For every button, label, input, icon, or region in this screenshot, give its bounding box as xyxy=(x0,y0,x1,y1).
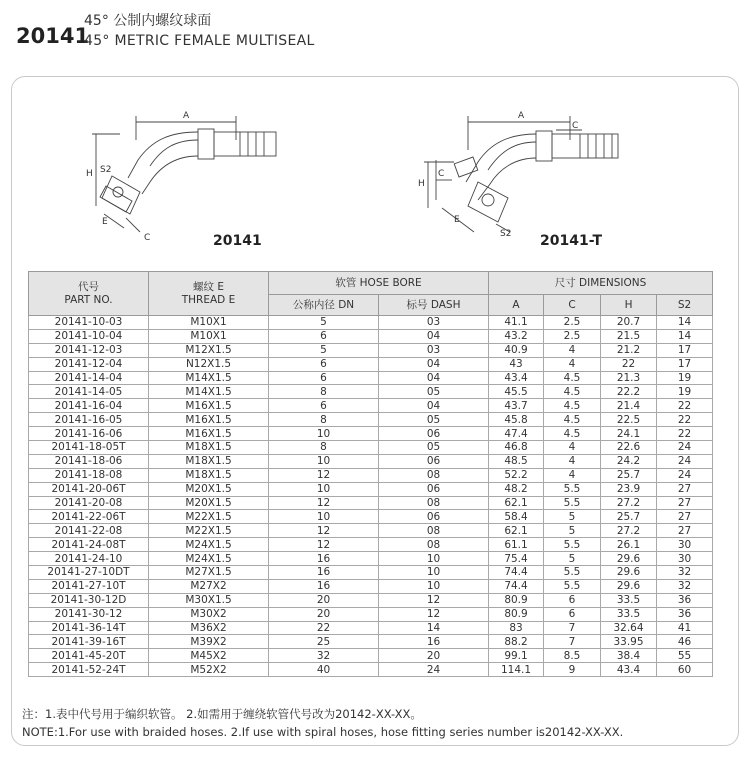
cell-thread: M30X1.5 xyxy=(149,593,269,607)
cell-c: 2.5 xyxy=(544,316,601,330)
cell-dash: 08 xyxy=(379,524,489,538)
cell-dash: 10 xyxy=(379,579,489,593)
table-row xyxy=(29,468,713,482)
fitting-drawings xyxy=(0,0,750,270)
cell-h: 20.7 xyxy=(601,316,657,330)
cell-a: 62.1 xyxy=(489,496,544,510)
cell-dn: 16 xyxy=(269,579,379,593)
table-row xyxy=(29,524,713,538)
cell-dash: 06 xyxy=(379,510,489,524)
cell-a: 80.9 xyxy=(489,593,544,607)
dim-a-right: A xyxy=(518,111,525,121)
cell-s2: 17 xyxy=(657,357,713,371)
cell-h: 33.5 xyxy=(601,607,657,621)
cell-thread: M45X2 xyxy=(149,649,269,663)
table-row xyxy=(29,357,713,371)
cell-dn: 32 xyxy=(269,649,379,663)
dim-e-left: E xyxy=(102,217,108,227)
cell-a: 52.2 xyxy=(489,468,544,482)
cell-s2: 36 xyxy=(657,593,713,607)
cell-dn: 6 xyxy=(269,357,379,371)
cell-dash: 08 xyxy=(379,496,489,510)
cell-dn: 6 xyxy=(269,371,379,385)
cell-dn: 22 xyxy=(269,621,379,635)
cell-part-no: 20141-24-08T xyxy=(29,538,149,552)
cell-part-no: 20141-18-05T xyxy=(29,441,149,455)
cell-dn: 6 xyxy=(269,329,379,343)
cell-thread: M14X1.5 xyxy=(149,371,269,385)
dim-s2-right: S2 xyxy=(500,229,512,239)
col-thread xyxy=(149,272,269,316)
table-row xyxy=(29,343,713,357)
note-cn: 注：1.表中代号用于编织软管。 2.如需用于缠绕软管代号改为20142-XX-XX。 xyxy=(22,707,422,721)
cell-thread: M12X1.5 xyxy=(149,343,269,357)
cell-a: 48.5 xyxy=(489,454,544,468)
cell-a: 48.2 xyxy=(489,482,544,496)
cell-c: 5 xyxy=(544,510,601,524)
table-row xyxy=(29,441,713,455)
cell-dn: 6 xyxy=(269,399,379,413)
cell-part-no: 20141-16-05 xyxy=(29,413,149,427)
cell-dash: 08 xyxy=(379,538,489,552)
cell-part-no: 20141-10-04 xyxy=(29,329,149,343)
cell-a: 88.2 xyxy=(489,635,544,649)
cell-a: 75.4 xyxy=(489,552,544,566)
col-dimensions: 尺寸 DIMENSIONS xyxy=(489,272,713,295)
cell-s2: 19 xyxy=(657,371,713,385)
cell-part-no: 20141-18-08 xyxy=(29,468,149,482)
cell-h: 38.4 xyxy=(601,649,657,663)
cell-h: 32.64 xyxy=(601,621,657,635)
col-h: H xyxy=(601,295,657,316)
cell-dn: 10 xyxy=(269,482,379,496)
col-hose-bore: 软管 HOSE BORE xyxy=(269,272,489,295)
cell-dash: 06 xyxy=(379,427,489,441)
cell-s2: 60 xyxy=(657,663,713,677)
cell-dash: 04 xyxy=(379,357,489,371)
cell-h: 29.6 xyxy=(601,579,657,593)
cell-s2: 27 xyxy=(657,482,713,496)
cell-part-no: 20141-16-04 xyxy=(29,399,149,413)
drawing-label-20141: 20141 xyxy=(213,233,262,249)
cell-c: 4.5 xyxy=(544,385,601,399)
cell-a: 62.1 xyxy=(489,524,544,538)
table-row xyxy=(29,566,713,580)
cell-dn: 10 xyxy=(269,454,379,468)
cell-thread: M22X1.5 xyxy=(149,510,269,524)
cell-dash: 04 xyxy=(379,371,489,385)
dim-s2-left: S2 xyxy=(100,165,112,175)
cell-part-no: 20141-20-06T xyxy=(29,482,149,496)
cell-part-no: 20141-16-06 xyxy=(29,427,149,441)
product-title-en: 45° METRIC FEMALE MULTISEAL xyxy=(84,33,315,49)
cell-a: 58.4 xyxy=(489,510,544,524)
cell-part-no: 20141-45-20T xyxy=(29,649,149,663)
table-row xyxy=(29,663,713,677)
cell-h: 27.2 xyxy=(601,496,657,510)
cell-part-no: 20141-12-04 xyxy=(29,357,149,371)
col-thread-cn: 螺纹 E xyxy=(193,280,224,293)
cell-c: 5.5 xyxy=(544,566,601,580)
cell-a: 43 xyxy=(489,357,544,371)
cell-a: 61.1 xyxy=(489,538,544,552)
cell-a: 114.1 xyxy=(489,663,544,677)
cell-c: 4.5 xyxy=(544,427,601,441)
cell-dn: 40 xyxy=(269,663,379,677)
cell-c: 4 xyxy=(544,343,601,357)
cell-h: 26.1 xyxy=(601,538,657,552)
cell-c: 6 xyxy=(544,593,601,607)
cell-thread: M20X1.5 xyxy=(149,496,269,510)
cell-thread: M18X1.5 xyxy=(149,468,269,482)
cell-a: 45.8 xyxy=(489,413,544,427)
cell-c: 4 xyxy=(544,468,601,482)
cell-h: 25.7 xyxy=(601,510,657,524)
cell-thread: M30X2 xyxy=(149,607,269,621)
cell-c: 2.5 xyxy=(544,329,601,343)
table-row xyxy=(29,454,713,468)
cell-thread: M27X2 xyxy=(149,579,269,593)
cell-s2: 27 xyxy=(657,524,713,538)
cell-dash: 08 xyxy=(379,468,489,482)
cell-thread: M52X2 xyxy=(149,663,269,677)
cell-dn: 25 xyxy=(269,635,379,649)
cell-s2: 46 xyxy=(657,635,713,649)
table-row xyxy=(29,607,713,621)
cell-s2: 14 xyxy=(657,329,713,343)
drawing-label-20141-T: 20141-T xyxy=(540,233,603,249)
product-title-cn: 45° 公制内螺纹球面 xyxy=(84,13,212,29)
table-row xyxy=(29,316,713,330)
table-row xyxy=(29,399,713,413)
cell-s2: 14 xyxy=(657,316,713,330)
cell-dn: 12 xyxy=(269,538,379,552)
cell-s2: 19 xyxy=(657,385,713,399)
cell-thread: M24X1.5 xyxy=(149,538,269,552)
cell-a: 74.4 xyxy=(489,579,544,593)
cell-dn: 8 xyxy=(269,385,379,399)
cell-s2: 41 xyxy=(657,621,713,635)
cell-dn: 12 xyxy=(269,496,379,510)
col-part-no xyxy=(29,272,149,316)
product-code: 20141 xyxy=(16,24,90,48)
dim-h-right: H xyxy=(418,179,425,189)
cell-dash: 20 xyxy=(379,649,489,663)
cell-a: 45.5 xyxy=(489,385,544,399)
cell-part-no: 20141-30-12D xyxy=(29,593,149,607)
cell-dn: 10 xyxy=(269,510,379,524)
cell-dn: 5 xyxy=(269,316,379,330)
cell-s2: 30 xyxy=(657,552,713,566)
table-row xyxy=(29,552,713,566)
table-row xyxy=(29,496,713,510)
cell-s2: 32 xyxy=(657,579,713,593)
cell-h: 21.3 xyxy=(601,371,657,385)
cell-h: 33.5 xyxy=(601,593,657,607)
cell-h: 21.2 xyxy=(601,343,657,357)
cell-thread: M27X1.5 xyxy=(149,566,269,580)
cell-s2: 17 xyxy=(657,343,713,357)
cell-c: 4 xyxy=(544,441,601,455)
cell-h: 21.4 xyxy=(601,399,657,413)
cell-h: 27.2 xyxy=(601,524,657,538)
cell-h: 22.5 xyxy=(601,413,657,427)
cell-h: 43.4 xyxy=(601,663,657,677)
note-en: NOTE:1.For use with braided hoses. 2.If use with spiral hoses, hose fitting series number is20142-XX-XX. xyxy=(22,725,624,739)
cell-c: 9 xyxy=(544,663,601,677)
cell-dash: 14 xyxy=(379,621,489,635)
cell-dn: 16 xyxy=(269,566,379,580)
cell-dn: 20 xyxy=(269,607,379,621)
cell-c: 5.5 xyxy=(544,579,601,593)
cell-s2: 22 xyxy=(657,413,713,427)
cell-h: 24.1 xyxy=(601,427,657,441)
cell-part-no: 20141-14-04 xyxy=(29,371,149,385)
cell-a: 43.4 xyxy=(489,371,544,385)
cell-c: 4 xyxy=(544,454,601,468)
cell-thread: M39X2 xyxy=(149,635,269,649)
cell-c: 5 xyxy=(544,552,601,566)
cell-thread: M16X1.5 xyxy=(149,427,269,441)
cell-dash: 05 xyxy=(379,441,489,455)
cell-part-no: 20141-22-06T xyxy=(29,510,149,524)
cell-thread: M10X1 xyxy=(149,316,269,330)
cell-a: 43.2 xyxy=(489,329,544,343)
cell-thread: M10X1 xyxy=(149,329,269,343)
col-a: A xyxy=(489,295,544,316)
cell-thread: M36X2 xyxy=(149,621,269,635)
cell-c: 7 xyxy=(544,621,601,635)
cell-dash: 03 xyxy=(379,343,489,357)
cell-a: 40.9 xyxy=(489,343,544,357)
table-row xyxy=(29,427,713,441)
cell-dash: 04 xyxy=(379,399,489,413)
cell-a: 80.9 xyxy=(489,607,544,621)
cell-a: 99.1 xyxy=(489,649,544,663)
cell-s2: 55 xyxy=(657,649,713,663)
cell-part-no: 20141-18-06 xyxy=(29,454,149,468)
table-row xyxy=(29,385,713,399)
cell-thread: M20X1.5 xyxy=(149,482,269,496)
cell-c: 5.5 xyxy=(544,496,601,510)
col-part-no-en: PART NO. xyxy=(64,293,113,306)
cell-dash: 06 xyxy=(379,482,489,496)
cell-h: 29.6 xyxy=(601,552,657,566)
col-dn: 公称内径 DN xyxy=(269,295,379,316)
cell-dash: 10 xyxy=(379,566,489,580)
cell-a: 46.8 xyxy=(489,441,544,455)
cell-s2: 30 xyxy=(657,538,713,552)
col-c: C xyxy=(544,295,601,316)
cell-dn: 10 xyxy=(269,427,379,441)
cell-part-no: 20141-39-16T xyxy=(29,635,149,649)
cell-part-no: 20141-27-10DT xyxy=(29,566,149,580)
cell-s2: 24 xyxy=(657,454,713,468)
cell-dash: 12 xyxy=(379,593,489,607)
cell-s2: 32 xyxy=(657,566,713,580)
table-row xyxy=(29,649,713,663)
table-row xyxy=(29,635,713,649)
cell-thread: M16X1.5 xyxy=(149,413,269,427)
cell-dn: 8 xyxy=(269,413,379,427)
table-row xyxy=(29,621,713,635)
table-row xyxy=(29,593,713,607)
cell-part-no: 20141-20-08 xyxy=(29,496,149,510)
dim-c-right-top: C xyxy=(572,121,579,131)
col-thread-en: THREAD E xyxy=(181,293,236,306)
cell-c: 5.5 xyxy=(544,482,601,496)
cell-part-no: 20141-12-03 xyxy=(29,343,149,357)
cell-s2: 22 xyxy=(657,427,713,441)
cell-dash: 12 xyxy=(379,607,489,621)
dimension-table xyxy=(28,271,713,677)
cell-h: 25.7 xyxy=(601,468,657,482)
cell-c: 4.5 xyxy=(544,399,601,413)
table-row xyxy=(29,510,713,524)
cell-h: 22.6 xyxy=(601,441,657,455)
cell-c: 5 xyxy=(544,524,601,538)
cell-part-no: 20141-27-10T xyxy=(29,579,149,593)
table-row xyxy=(29,538,713,552)
cell-part-no: 20141-22-08 xyxy=(29,524,149,538)
col-s2: S2 xyxy=(657,295,713,316)
dim-c-left: C xyxy=(144,233,151,243)
cell-s2: 27 xyxy=(657,510,713,524)
cell-thread: M14X1.5 xyxy=(149,385,269,399)
cell-dash: 06 xyxy=(379,454,489,468)
cell-c: 4.5 xyxy=(544,413,601,427)
cell-h: 22.2 xyxy=(601,385,657,399)
cell-thread: M22X1.5 xyxy=(149,524,269,538)
cell-thread: M18X1.5 xyxy=(149,441,269,455)
table-row xyxy=(29,371,713,385)
cell-h: 29.6 xyxy=(601,566,657,580)
cell-c: 5.5 xyxy=(544,538,601,552)
cell-dn: 8 xyxy=(269,441,379,455)
table-row xyxy=(29,413,713,427)
cell-part-no: 20141-24-10 xyxy=(29,552,149,566)
cell-a: 41.1 xyxy=(489,316,544,330)
cell-dn: 20 xyxy=(269,593,379,607)
cell-part-no: 20141-36-14T xyxy=(29,621,149,635)
table-row xyxy=(29,329,713,343)
drawing-20141 xyxy=(92,116,276,232)
cell-dash: 05 xyxy=(379,385,489,399)
cell-s2: 27 xyxy=(657,496,713,510)
cell-c: 6 xyxy=(544,607,601,621)
cell-s2: 24 xyxy=(657,468,713,482)
cell-a: 83 xyxy=(489,621,544,635)
cell-part-no: 20141-30-12 xyxy=(29,607,149,621)
cell-thread: M16X1.5 xyxy=(149,399,269,413)
cell-a: 47.4 xyxy=(489,427,544,441)
dim-c-right: C xyxy=(438,169,445,179)
col-part-no-cn: 代号 xyxy=(78,280,99,293)
cell-part-no: 20141-52-24T xyxy=(29,663,149,677)
cell-thread: M24X1.5 xyxy=(149,552,269,566)
cell-dn: 16 xyxy=(269,552,379,566)
table-row xyxy=(29,482,713,496)
cell-dash: 16 xyxy=(379,635,489,649)
dim-a-left: A xyxy=(183,111,190,121)
cell-thread: N12X1.5 xyxy=(149,357,269,371)
cell-a: 74.4 xyxy=(489,566,544,580)
cell-dash: 04 xyxy=(379,329,489,343)
notes xyxy=(22,705,623,741)
cell-s2: 22 xyxy=(657,399,713,413)
cell-c: 4 xyxy=(544,357,601,371)
cell-h: 33.95 xyxy=(601,635,657,649)
cell-h: 22 xyxy=(601,357,657,371)
cell-h: 24.2 xyxy=(601,454,657,468)
cell-c: 8.5 xyxy=(544,649,601,663)
cell-h: 21.5 xyxy=(601,329,657,343)
col-dash: 标号 DASH xyxy=(379,295,489,316)
cell-dn: 5 xyxy=(269,343,379,357)
cell-part-no: 20141-10-03 xyxy=(29,316,149,330)
cell-dash: 03 xyxy=(379,316,489,330)
dim-e-right: E xyxy=(454,215,460,225)
cell-s2: 36 xyxy=(657,607,713,621)
cell-dash: 10 xyxy=(379,552,489,566)
cell-part-no: 20141-14-05 xyxy=(29,385,149,399)
cell-c: 4.5 xyxy=(544,371,601,385)
cell-dn: 12 xyxy=(269,524,379,538)
table-row xyxy=(29,579,713,593)
cell-h: 23.9 xyxy=(601,482,657,496)
cell-dash: 05 xyxy=(379,413,489,427)
cell-a: 43.7 xyxy=(489,399,544,413)
cell-dash: 24 xyxy=(379,663,489,677)
cell-thread: M18X1.5 xyxy=(149,454,269,468)
dim-h-left: H xyxy=(86,169,93,179)
cell-s2: 24 xyxy=(657,441,713,455)
cell-c: 7 xyxy=(544,635,601,649)
cell-dn: 12 xyxy=(269,468,379,482)
